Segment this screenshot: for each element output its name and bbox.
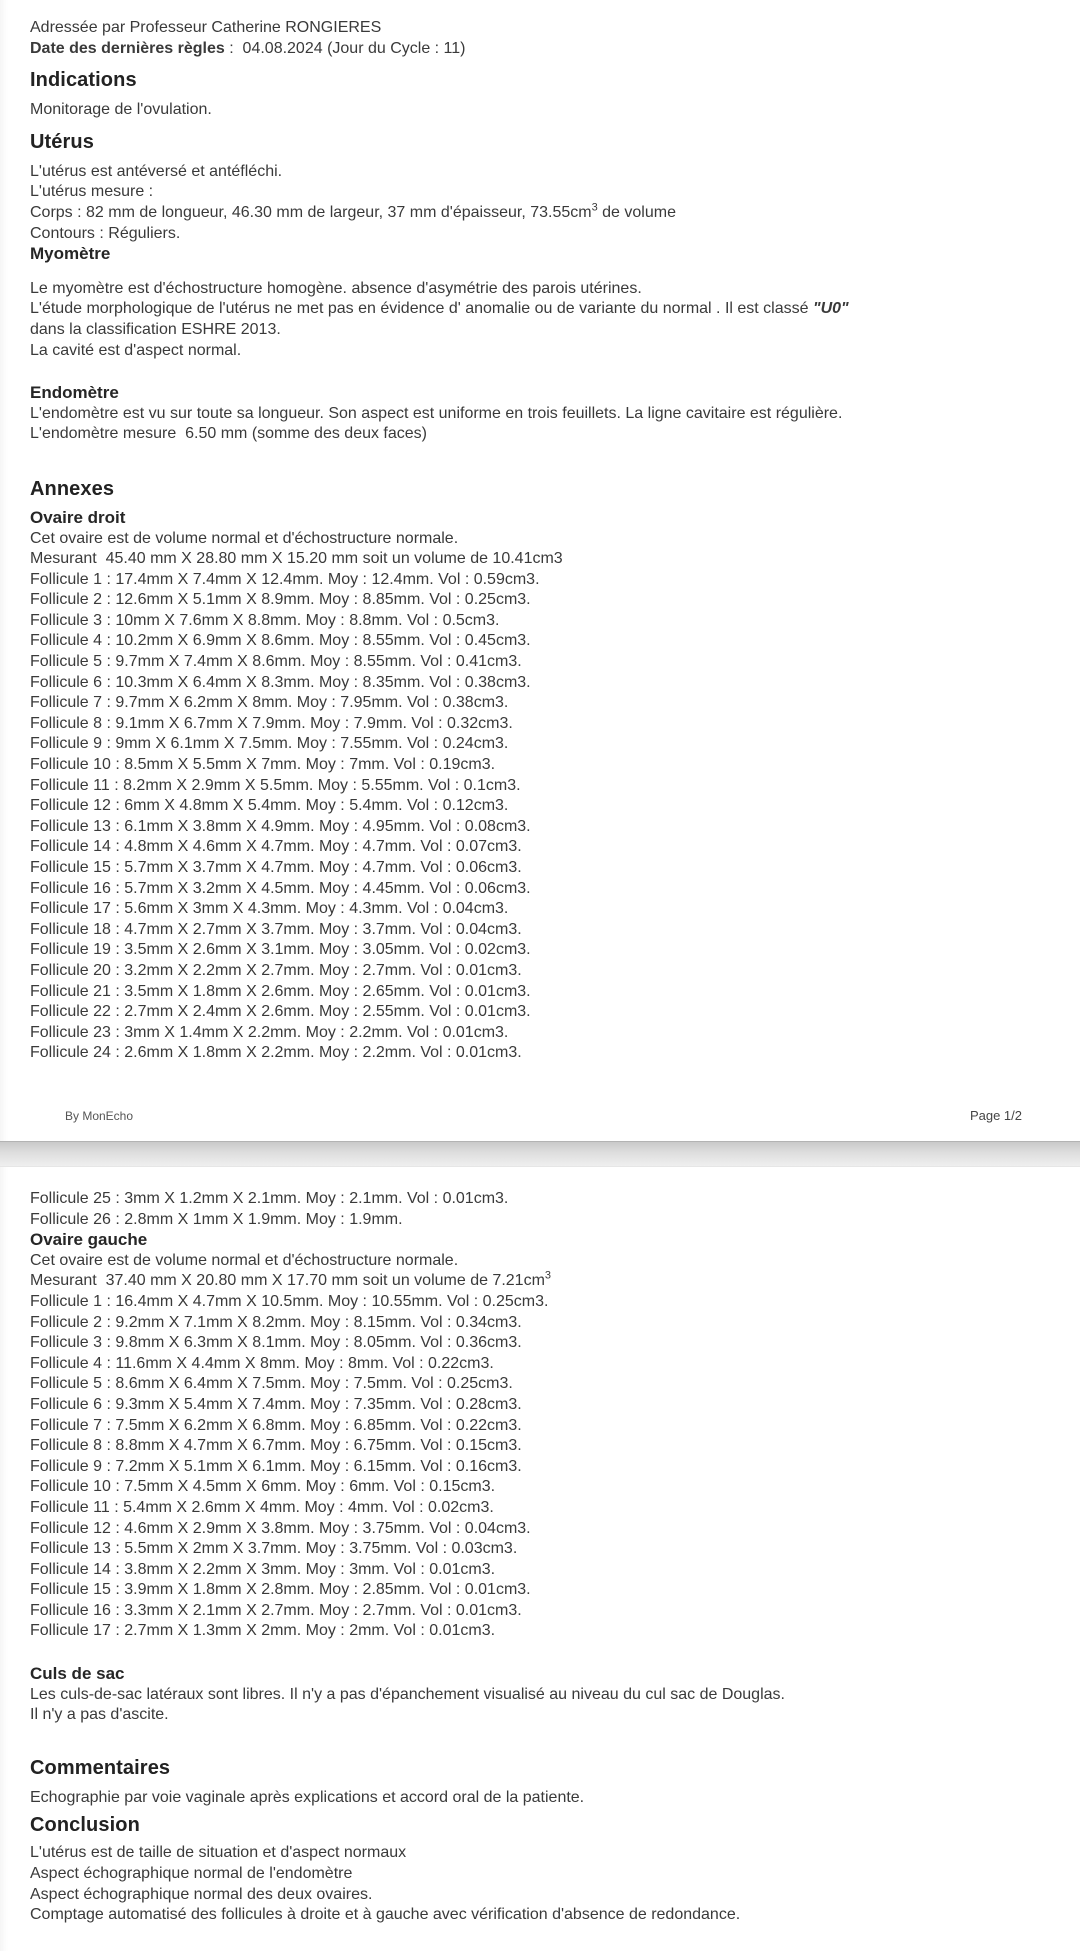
follicule-line: Follicule 3 : 9.8mm X 6.3mm X 8.1mm. Moy : 8.05mm. Vol : 0.36cm3.: [30, 1334, 522, 1352]
follicule-line: Follicule 8 : 8.8mm X 4.7mm X 6.7mm. Moy : 6.75mm. Vol : 0.15cm3.: [30, 1437, 522, 1455]
subsection-title-ovaire-droit: Ovaire droit: [30, 507, 126, 527]
ovaire-gauche-desc: Cet ovaire est de volume normal et d'échostructure normale.: [30, 1251, 459, 1269]
section-title-annexes: Annexes: [30, 477, 115, 500]
conclusion-line: L'utérus est de taille de situation et d'aspect normaux: [30, 1844, 407, 1862]
section-title-uterus: Utérus: [30, 130, 94, 153]
ovaire-gauche-mesurant: [30, 1271, 1035, 1292]
subsection-title-ovaire-gauche: Ovaire gauche: [30, 1230, 148, 1250]
follicule-line: Follicule 21 : 3.5mm X 1.8mm X 2.6mm. Moy : 2.65mm. Vol : 0.01cm3.: [30, 982, 531, 1000]
last-period-label: Date des dernières règles: [30, 39, 225, 57]
myometre-line2: L'étude morphologique de l'utérus ne met pas en évidence d' anomalie ou de variante du normal . Il est classé: [30, 300, 813, 318]
conclusion-lines: [30, 1843, 1035, 1925]
page-1-footer: [0, 1108, 1080, 1123]
follicule-line: Follicule 26 : 2.8mm X 1mm X 1.9mm. Moy : 1.9mm.: [30, 1210, 403, 1228]
follicule-line: Follicule 7 : 9.7mm X 6.2mm X 8mm. Moy : 7.95mm. Vol : 0.38cm3.: [30, 694, 509, 712]
follicule-line: Follicule 5 : 9.7mm X 7.4mm X 8.6mm. Moy : 8.55mm. Vol : 0.41cm3.: [30, 653, 522, 671]
conclusion-line: Aspect échographique normal de l'endomètre: [30, 1865, 353, 1883]
follicule-line: Follicule 2 : 9.2mm X 7.1mm X 8.2mm. Moy : 8.15mm. Vol : 0.34cm3.: [30, 1313, 522, 1331]
follicule-line: Follicule 4 : 10.2mm X 6.9mm X 8.6mm. Moy : 8.55mm. Vol : 0.45cm3.: [30, 632, 531, 650]
follicule-line: Follicule 11 : 8.2mm X 2.9mm X 5.5mm. Moy : 5.55mm. Vol : 0.1cm3.: [30, 776, 521, 794]
ovaire-gauche-mesurant-text: Mesurant 37.40 mm X 20.80 mm X 17.70 mm soit un volume de 7.21cm: [30, 1272, 545, 1290]
follicule-line: Follicule 23 : 3mm X 1.4mm X 2.2mm. Moy : 2.2mm. Vol : 0.01cm3.: [30, 1023, 509, 1041]
follicule-line: Follicule 22 : 2.7mm X 2.4mm X 2.6mm. Moy : 2.55mm. Vol : 0.01cm3.: [30, 1003, 531, 1021]
follicule-line: Follicule 14 : 3.8mm X 2.2mm X 3mm. Moy : 3mm. Vol : 0.01cm3.: [30, 1560, 496, 1578]
follicule-line: Follicule 1 : 16.4mm X 4.7mm X 10.5mm. Moy : 10.55mm. Vol : 0.25cm3.: [30, 1292, 549, 1310]
follicule-line: Follicule 10 : 8.5mm X 5.5mm X 7mm. Moy : 7mm. Vol : 0.19cm3.: [30, 756, 496, 774]
follicule-line: Follicule 7 : 7.5mm X 6.2mm X 6.8mm. Moy : 6.85mm. Vol : 0.22cm3.: [30, 1416, 522, 1434]
ovaire-droit-desc: Cet ovaire est de volume normal et d'échostructure normale.: [30, 529, 459, 547]
follicule-line: Follicule 12 : 4.6mm X 2.9mm X 3.8mm. Moy : 3.75mm. Vol : 0.04cm3.: [30, 1519, 531, 1537]
indications-body: Monitorage de l'ovulation.: [30, 101, 212, 119]
uterus-corps-text: Corps : 82 mm de longueur, 46.30 mm de largeur, 37 mm d'épaisseur, 73.55cm: [30, 203, 592, 221]
follicule-line: Follicule 13 : 6.1mm X 3.8mm X 4.9mm. Moy : 4.95mm. Vol : 0.08cm3.: [30, 817, 531, 835]
last-period-value: : 04.08.2024 (Jour du Cycle : 11): [224, 39, 466, 57]
cube-exponent: 3: [544, 1270, 552, 1283]
subsection-title-myometre: Myomètre: [30, 244, 111, 264]
follicule-line: Follicule 18 : 4.7mm X 2.7mm X 3.7mm. Moy : 3.7mm. Vol : 0.04cm3.: [30, 920, 522, 938]
follicule-line: Follicule 14 : 4.8mm X 4.6mm X 4.7mm. Moy : 4.7mm. Vol : 0.07cm3.: [30, 838, 522, 856]
page-separator: [0, 1141, 1080, 1167]
follicule-line: Follicule 20 : 3.2mm X 2.2mm X 2.7mm. Moy : 2.7mm. Vol : 0.01cm3.: [30, 961, 522, 979]
follicule-line: Follicule 12 : 6mm X 4.8mm X 5.4mm. Moy : 5.4mm. Vol : 0.12cm3.: [30, 797, 509, 815]
follicule-line: Follicule 3 : 10mm X 7.6mm X 8.8mm. Moy : 8.8mm. Vol : 0.5cm3.: [30, 611, 500, 629]
last-period-line: [30, 39, 1035, 60]
culs-de-sac-line2: Il n'y a pas d'ascite.: [30, 1706, 169, 1724]
follicule-line: Follicule 17 : 2.7mm X 1.3mm X 2mm. Moy : 2mm. Vol : 0.01cm3.: [30, 1622, 496, 1640]
follicule-line: Follicule 8 : 9.1mm X 6.7mm X 7.9mm. Moy : 7.9mm. Vol : 0.32cm3.: [30, 714, 513, 732]
section-title-conclusion: Conclusion: [30, 1814, 140, 1837]
uterus-position-line: L'utérus est antéversé et antéfléchi.: [30, 162, 283, 180]
conclusion-line: Aspect échographique normal des deux ovaires.: [30, 1885, 373, 1903]
follicule-line: Follicule 6 : 9.3mm X 5.4mm X 7.4mm. Moy : 7.35mm. Vol : 0.28cm3.: [30, 1395, 522, 1413]
subsection-title-endometre: Endomètre: [30, 383, 119, 403]
cube-exponent: 3: [591, 201, 598, 214]
follicule-line: Follicule 2 : 12.6mm X 5.1mm X 8.9mm. Moy : 8.85mm. Vol : 0.25cm3.: [30, 591, 531, 609]
uterus-corps-suffix: de volume: [597, 203, 676, 221]
ovaire-droit-mesurant: Mesurant 45.40 mm X 28.80 mm X 15.20 mm soit un volume de 10.41cm3: [30, 550, 563, 568]
myometre-line1: Le myomètre est d'échostructure homogène. absence d'asymétrie des parois utérines.: [30, 279, 642, 297]
addressed-by-line: Adressée par Professeur Catherine RONGIERES: [30, 19, 382, 36]
uterus-corps-line: [30, 203, 1035, 224]
follicule-line: Follicule 9 : 7.2mm X 5.1mm X 6.1mm. Moy : 6.15mm. Vol : 0.16cm3.: [30, 1457, 522, 1475]
follicule-list-ovaire-droit: [30, 570, 1035, 1064]
follicule-line: Follicule 1 : 17.4mm X 7.4mm X 12.4mm. Moy : 12.4mm. Vol : 0.59cm3.: [30, 570, 540, 588]
uterus-contours-line: Contours : Réguliers.: [30, 224, 181, 242]
follicule-line: Follicule 15 : 5.7mm X 3.7mm X 4.7mm. Moy : 4.7mm. Vol : 0.06cm3.: [30, 859, 522, 876]
follicule-line: Follicule 19 : 3.5mm X 2.6mm X 3.1mm. Moy : 3.05mm. Vol : 0.02cm3.: [30, 941, 531, 959]
follicule-line: Follicule 6 : 10.3mm X 6.4mm X 8.3mm. Moy : 8.35mm. Vol : 0.38cm3.: [30, 673, 531, 691]
follicule-line: Follicule 11 : 5.4mm X 2.6mm X 4mm. Moy : 4mm. Vol : 0.02cm3.: [30, 1498, 494, 1516]
follicule-line: Follicule 13 : 5.5mm X 2mm X 3.7mm. Moy : 3.75mm. Vol : 0.03cm3.: [30, 1540, 518, 1558]
follicule-line: Follicule 4 : 11.6mm X 4.4mm X 8mm. Moy : 8mm. Vol : 0.22cm3.: [30, 1354, 494, 1372]
endometre-measure-line: L'endomètre mesure 6.50 mm (somme des deux faces): [30, 425, 427, 443]
report-page-2: [0, 1167, 1080, 1951]
subsection-title-culs-de-sac: Culs de sac: [30, 1664, 125, 1684]
follicule-line: Follicule 5 : 8.6mm X 6.4mm X 7.5mm. Moy : 7.5mm. Vol : 0.25cm3.: [30, 1375, 513, 1393]
culs-de-sac-line1: Les culs-de-sac latéraux sont libres. Il n'y a pas d'épanchement visualisé au niveau du cul sac de Douglas.: [30, 1685, 785, 1703]
conclusion-line: Comptage automatisé des follicules à droite et à gauche avec vérification d'absence de redondance.: [30, 1906, 741, 1924]
follicule-line: Follicule 15 : 3.9mm X 1.8mm X 2.8mm. Moy : 2.85mm. Vol : 0.01cm3.: [30, 1581, 531, 1599]
follicule-list-ovaire-gauche: [30, 1292, 1035, 1642]
myometre-line3: La cavité est d'aspect normal.: [30, 341, 242, 359]
follicule-line: Follicule 10 : 7.5mm X 4.5mm X 6mm. Moy : 6mm. Vol : 0.15cm3.: [30, 1478, 496, 1496]
footer-page-number: Page 1/2: [969, 1108, 1022, 1123]
myometre-paragraph: [30, 279, 1035, 361]
myometre-line2-suite: dans la classification ESHRE 2013.: [30, 320, 281, 338]
follicule-line: Follicule 24 : 2.6mm X 1.8mm X 2.2mm. Moy : 2.2mm. Vol : 0.01cm3.: [30, 1044, 522, 1062]
endometre-aspect-line: L'endomètre est vu sur toute sa longueur. Son aspect est uniforme en trois feuillets. La ligne cavitaire est régulière.: [30, 404, 843, 422]
uterus-measure-intro-line: L'utérus mesure :: [30, 183, 154, 201]
follicule-line: Follicule 17 : 5.6mm X 3mm X 4.3mm. Moy : 4.3mm. Vol : 0.04cm3.: [30, 900, 509, 918]
follicule-line: Follicule 9 : 9mm X 6.1mm X 7.5mm. Moy : 7.55mm. Vol : 0.24cm3.: [30, 735, 509, 753]
eshre-class-value: "U0": [812, 300, 849, 318]
follicule-line: Follicule 16 : 5.7mm X 3.2mm X 4.5mm. Moy : 4.45mm. Vol : 0.06cm3.: [30, 879, 531, 897]
follicule-line: Follicule 16 : 3.3mm X 2.1mm X 2.7mm. Moy : 2.7mm. Vol : 0.01cm3.: [30, 1601, 522, 1619]
section-title-indications: Indications: [30, 69, 137, 92]
section-title-commentaires: Commentaires: [30, 1756, 171, 1779]
follicule-line: Follicule 25 : 3mm X 1.2mm X 2.1mm. Moy : 2.1mm. Vol : 0.01cm3.: [30, 1190, 509, 1207]
commentaires-body: Echographie par voie vaginale après explications et accord oral de la patiente.: [30, 1788, 585, 1806]
follicule-list-ovaire-droit-suite: [30, 1189, 1035, 1230]
footer-brand: By MonEcho: [65, 1108, 134, 1123]
